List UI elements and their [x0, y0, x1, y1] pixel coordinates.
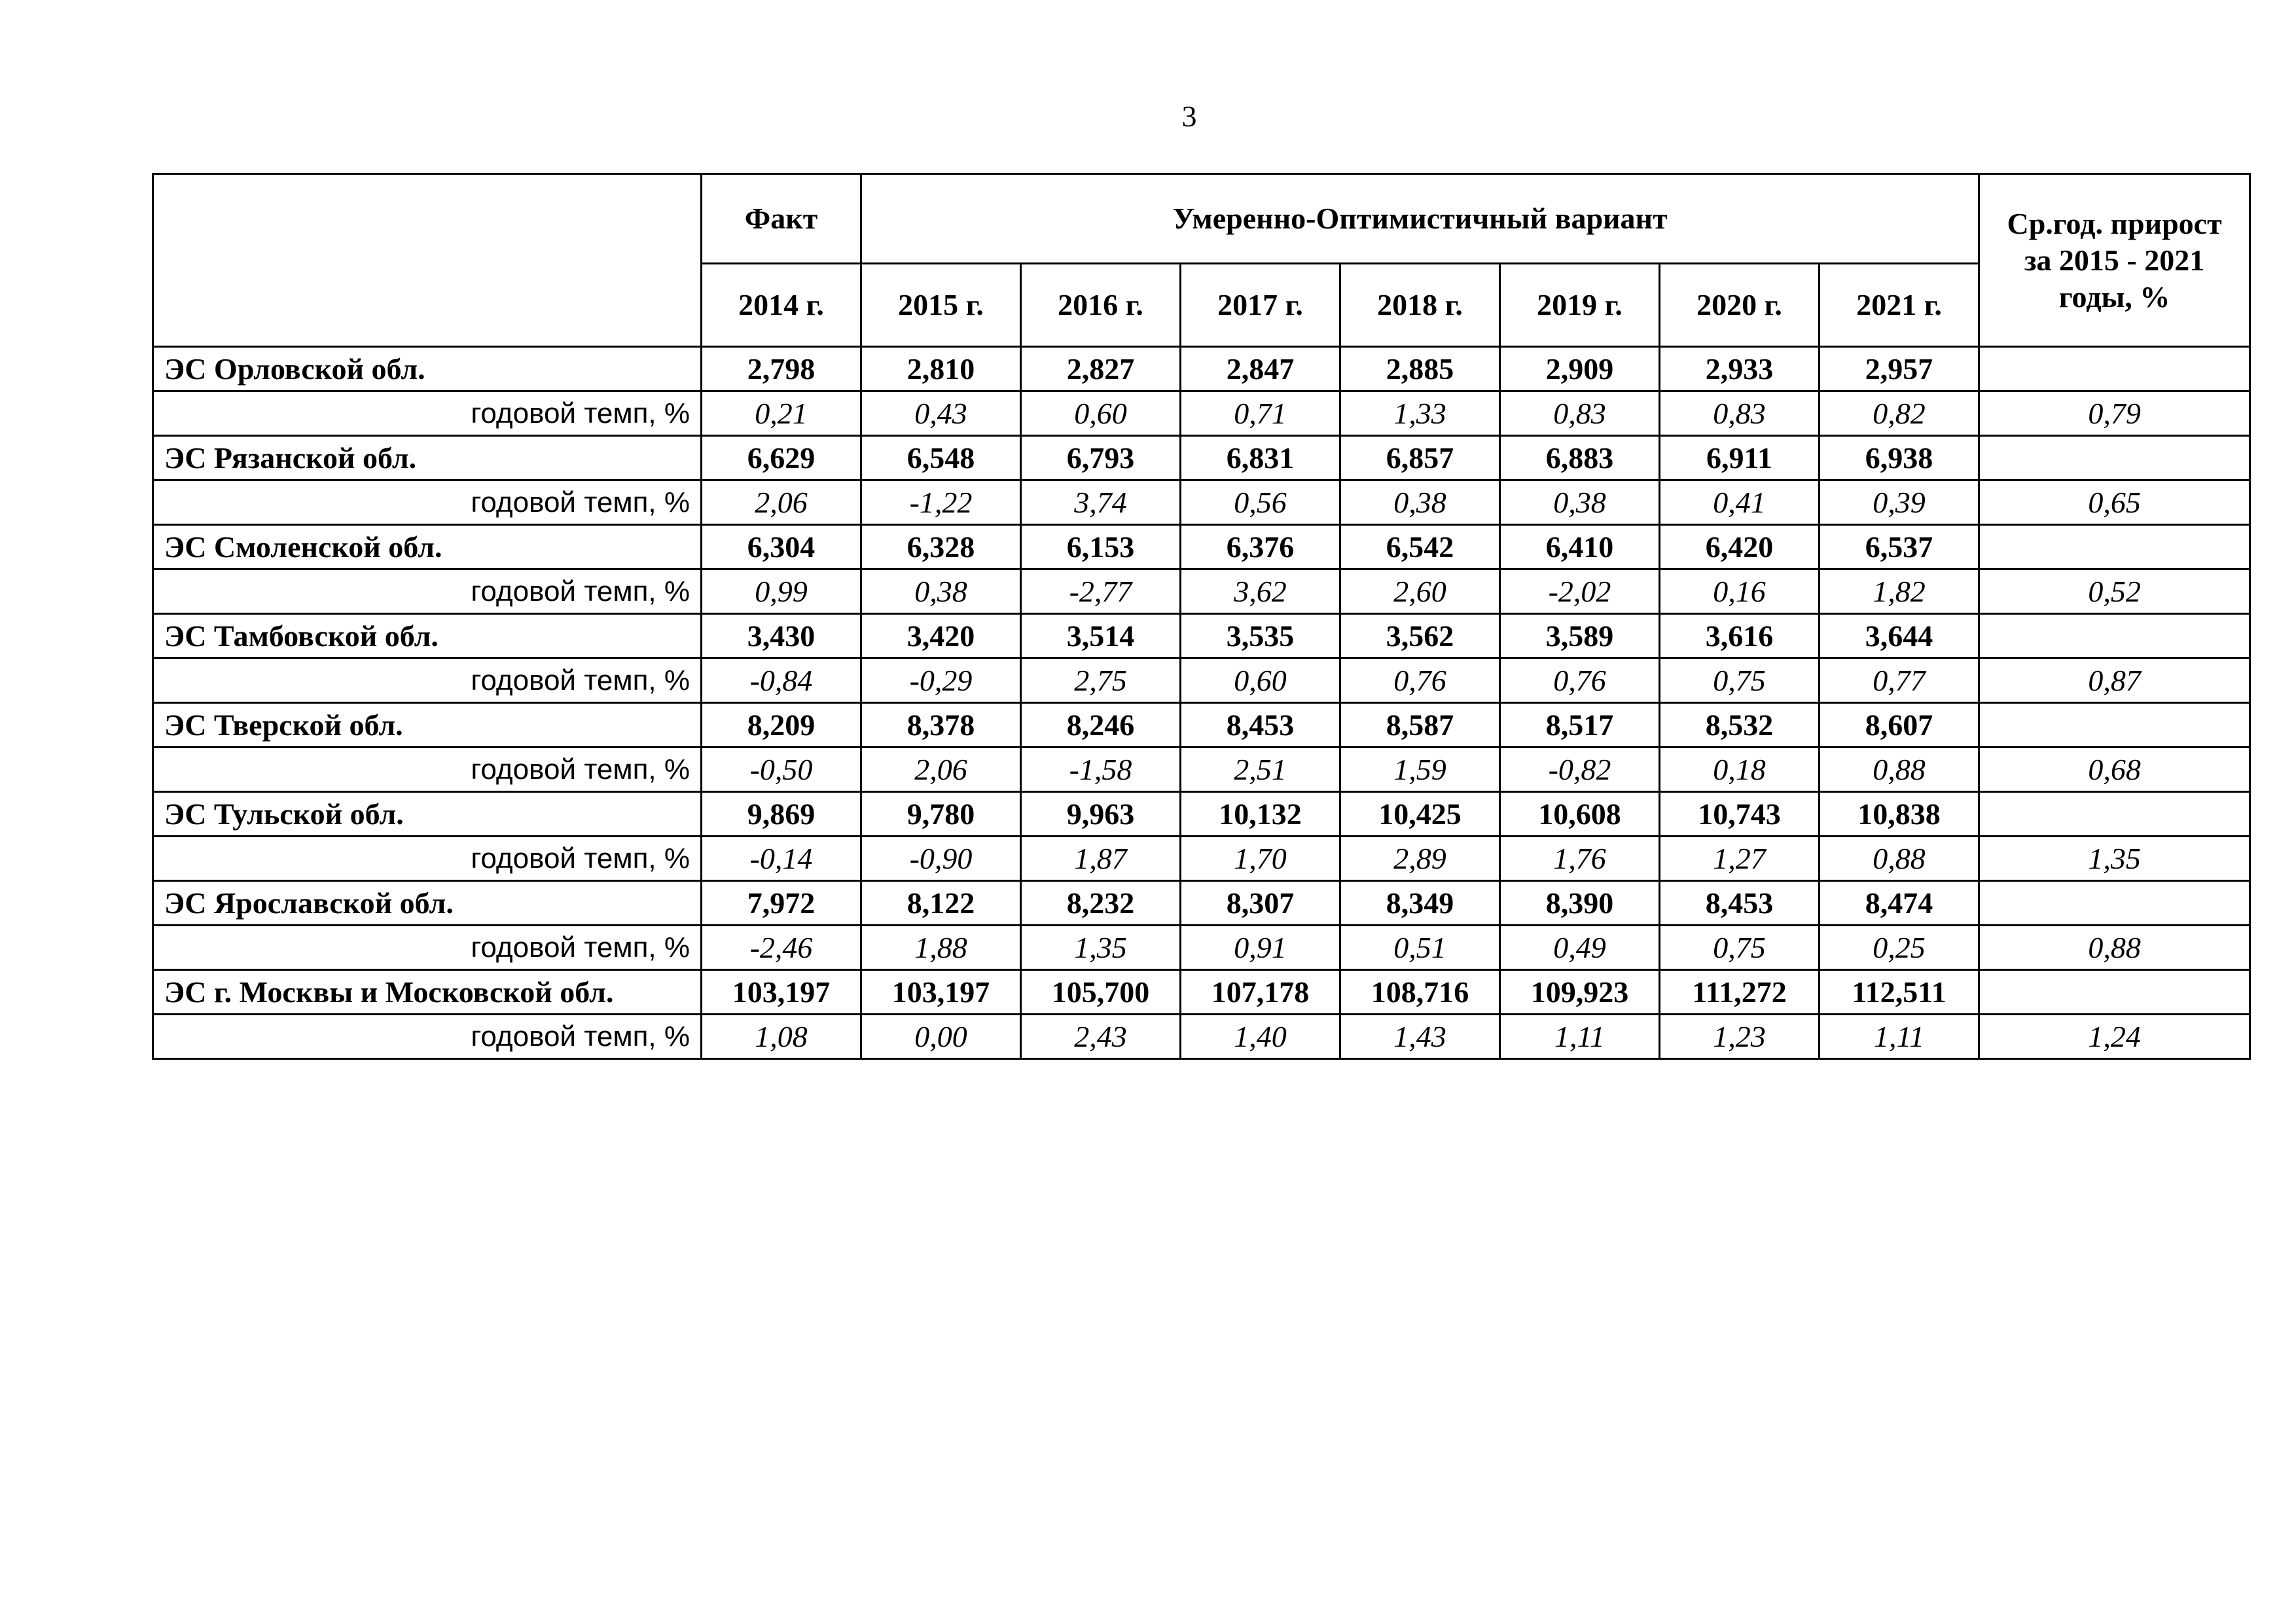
avg-growth-cell: 0,68: [1979, 748, 2250, 792]
region-value-cell: 8,307: [1181, 881, 1340, 926]
rate-cell: 0,51: [1340, 926, 1500, 970]
region-value-cell: 8,607: [1820, 703, 1979, 748]
rate-cell: -0,50: [702, 748, 861, 792]
avg-growth-cell: 0,52: [1979, 569, 2250, 614]
rate-label: годовой темп, %: [153, 569, 702, 614]
region-value-cell: 2,957: [1820, 347, 1979, 391]
region-value-cell: 8,232: [1021, 881, 1181, 926]
year-header: 2017 г.: [1181, 264, 1340, 347]
rate-label: годовой темп, %: [153, 659, 702, 703]
rate-cell: 0,38: [1500, 480, 1660, 525]
rate-cell: 0,39: [1820, 480, 1979, 525]
rate-label: годовой темп, %: [153, 837, 702, 881]
avg-growth-cell: 1,35: [1979, 837, 2250, 881]
region-rate-row: [153, 837, 2250, 881]
rate-cell: 0,41: [1660, 480, 1820, 525]
rate-cell: -0,82: [1500, 748, 1660, 792]
region-value-cell: 10,132: [1181, 792, 1340, 837]
region-name: ЭС Орловской обл.: [153, 347, 702, 391]
rate-cell: -0,84: [702, 659, 861, 703]
rate-cell: 0,76: [1340, 659, 1500, 703]
rate-cell: 0,60: [1181, 659, 1340, 703]
energy-consumption-table: [152, 173, 2251, 1060]
region-value-cell: 8,122: [861, 881, 1021, 926]
avg-growth-cell: 1,24: [1979, 1015, 2250, 1059]
avg-growth-cell: 0,65: [1979, 480, 2250, 525]
empty-avg-cell: [1979, 792, 2250, 837]
rate-cell: 1,59: [1340, 748, 1500, 792]
region-value-cell: 3,535: [1181, 614, 1340, 659]
rate-cell: -0,29: [861, 659, 1021, 703]
region-value-cell: 6,629: [702, 436, 861, 480]
rate-cell: 2,06: [702, 480, 861, 525]
rate-cell: -2,02: [1500, 569, 1660, 614]
region-value-cell: 9,869: [702, 792, 861, 837]
page-number: 3: [1181, 99, 1197, 133]
rate-cell: 3,62: [1181, 569, 1340, 614]
rate-cell: 1,11: [1820, 1015, 1979, 1059]
region-value-cell: 6,420: [1660, 525, 1820, 569]
region-name: ЭС Тульской обл.: [153, 792, 702, 837]
rate-cell: 0,38: [861, 569, 1021, 614]
rate-cell: 1,23: [1660, 1015, 1820, 1059]
region-value-cell: 10,838: [1820, 792, 1979, 837]
year-header: 2020 г.: [1660, 264, 1820, 347]
region-value-cell: 3,616: [1660, 614, 1820, 659]
rate-cell: 1,11: [1500, 1015, 1660, 1059]
region-name: ЭС Смоленской обл.: [153, 525, 702, 569]
region-value-cell: 8,453: [1660, 881, 1820, 926]
year-header: 2018 г.: [1340, 264, 1500, 347]
region-value-cell: 105,700: [1021, 970, 1181, 1015]
region-value-cell: 2,885: [1340, 347, 1500, 391]
year-header: 2014 г.: [702, 264, 861, 347]
rate-cell: 0,18: [1660, 748, 1820, 792]
rate-cell: 0,82: [1820, 391, 1979, 436]
region-value-cell: 108,716: [1340, 970, 1500, 1015]
region-value-cell: 8,349: [1340, 881, 1500, 926]
rate-cell: 1,87: [1021, 837, 1181, 881]
region-value-cell: 2,909: [1500, 347, 1660, 391]
region-rate-row: [153, 480, 2250, 525]
region-value-cell: 3,420: [861, 614, 1021, 659]
rate-cell: -2,77: [1021, 569, 1181, 614]
rate-cell: 2,51: [1181, 748, 1340, 792]
region-value-row: [153, 436, 2250, 480]
empty-avg-cell: [1979, 436, 2250, 480]
rate-cell: -0,90: [861, 837, 1021, 881]
empty-avg-cell: [1979, 970, 2250, 1015]
avg-growth-header: Ср.год. прирост за 2015 - 2021 годы, %: [1979, 174, 2250, 347]
rate-cell: 0,76: [1500, 659, 1660, 703]
region-value-cell: 2,933: [1660, 347, 1820, 391]
region-value-cell: 8,453: [1181, 703, 1340, 748]
region-value-row: [153, 614, 2250, 659]
rate-cell: 1,82: [1820, 569, 1979, 614]
rate-cell: 0,88: [1820, 748, 1979, 792]
region-rate-row: [153, 748, 2250, 792]
region-value-row: [153, 347, 2250, 391]
rate-label: годовой темп, %: [153, 480, 702, 525]
rate-cell: 1,40: [1181, 1015, 1340, 1059]
region-value-cell: 8,378: [861, 703, 1021, 748]
rate-cell: 0,56: [1181, 480, 1340, 525]
region-value-cell: 6,328: [861, 525, 1021, 569]
region-value-row: [153, 881, 2250, 926]
rate-cell: 0,21: [702, 391, 861, 436]
rate-label: годовой темп, %: [153, 926, 702, 970]
table-body: [153, 347, 2250, 1059]
rate-cell: 0,00: [861, 1015, 1021, 1059]
scenario-header: Умеренно-Оптимистичный вариант: [861, 174, 1979, 264]
empty-avg-cell: [1979, 881, 2250, 926]
year-header: 2019 г.: [1500, 264, 1660, 347]
region-value-cell: 6,542: [1340, 525, 1500, 569]
region-rate-row: [153, 926, 2250, 970]
region-value-cell: 3,562: [1340, 614, 1500, 659]
rate-cell: 2,60: [1340, 569, 1500, 614]
rate-cell: -1,58: [1021, 748, 1181, 792]
region-value-cell: 103,197: [702, 970, 861, 1015]
region-value-cell: 8,532: [1660, 703, 1820, 748]
rate-cell: 1,27: [1660, 837, 1820, 881]
rate-cell: 0,77: [1820, 659, 1979, 703]
rate-cell: 0,25: [1820, 926, 1979, 970]
rate-cell: 1,70: [1181, 837, 1340, 881]
region-rate-row: [153, 1015, 2250, 1059]
rate-cell: -0,14: [702, 837, 861, 881]
empty-avg-cell: [1979, 614, 2250, 659]
rate-cell: 0,16: [1660, 569, 1820, 614]
region-value-cell: 6,376: [1181, 525, 1340, 569]
region-value-cell: 6,410: [1500, 525, 1660, 569]
region-value-cell: 6,793: [1021, 436, 1181, 480]
region-value-cell: 2,798: [702, 347, 861, 391]
region-value-row: [153, 970, 2250, 1015]
region-value-cell: 8,517: [1500, 703, 1660, 748]
rate-label: годовой темп, %: [153, 391, 702, 436]
region-name: ЭС Тверской обл.: [153, 703, 702, 748]
rate-cell: 0,83: [1500, 391, 1660, 436]
region-value-cell: 2,827: [1021, 347, 1181, 391]
region-value-cell: 6,883: [1500, 436, 1660, 480]
region-name: ЭС Тамбовской обл.: [153, 614, 702, 659]
region-value-cell: 3,430: [702, 614, 861, 659]
rate-cell: 0,83: [1660, 391, 1820, 436]
empty-avg-cell: [1979, 347, 2250, 391]
region-value-cell: 8,246: [1021, 703, 1181, 748]
region-value-cell: 6,911: [1660, 436, 1820, 480]
region-value-cell: 6,153: [1021, 525, 1181, 569]
rate-cell: 1,76: [1500, 837, 1660, 881]
rate-cell: 0,71: [1181, 391, 1340, 436]
region-value-cell: 6,548: [861, 436, 1021, 480]
empty-avg-cell: [1979, 703, 2250, 748]
rate-cell: 0,88: [1820, 837, 1979, 881]
region-value-cell: 6,938: [1820, 436, 1979, 480]
region-value-cell: 111,272: [1660, 970, 1820, 1015]
rate-cell: 2,75: [1021, 659, 1181, 703]
region-value-row: [153, 703, 2250, 748]
header-corner-cell: [153, 174, 702, 347]
year-header: 2015 г.: [861, 264, 1021, 347]
rate-cell: 0,75: [1660, 926, 1820, 970]
rate-cell: 2,89: [1340, 837, 1500, 881]
region-value-cell: 3,514: [1021, 614, 1181, 659]
region-value-cell: 8,474: [1820, 881, 1979, 926]
rate-cell: 0,99: [702, 569, 861, 614]
region-rate-row: [153, 659, 2250, 703]
rate-cell: 1,88: [861, 926, 1021, 970]
region-value-cell: 112,511: [1820, 970, 1979, 1015]
rate-cell: 1,35: [1021, 926, 1181, 970]
avg-growth-cell: 0,88: [1979, 926, 2250, 970]
region-value-cell: 6,537: [1820, 525, 1979, 569]
region-rate-row: [153, 391, 2250, 436]
region-value-row: [153, 792, 2250, 837]
region-value-cell: 2,810: [861, 347, 1021, 391]
rate-cell: 2,06: [861, 748, 1021, 792]
region-value-cell: 6,304: [702, 525, 861, 569]
rate-cell: 1,08: [702, 1015, 861, 1059]
region-name: ЭС Рязанской обл.: [153, 436, 702, 480]
rate-cell: 1,43: [1340, 1015, 1500, 1059]
region-value-cell: 10,608: [1500, 792, 1660, 837]
rate-cell: 0,60: [1021, 391, 1181, 436]
rate-cell: 1,33: [1340, 391, 1500, 436]
rate-cell: -2,46: [702, 926, 861, 970]
region-value-cell: 10,425: [1340, 792, 1500, 837]
year-header: 2021 г.: [1820, 264, 1979, 347]
empty-avg-cell: [1979, 525, 2250, 569]
region-value-cell: 9,963: [1021, 792, 1181, 837]
rate-cell: 0,43: [861, 391, 1021, 436]
avg-growth-cell: 0,87: [1979, 659, 2250, 703]
rate-cell: 0,49: [1500, 926, 1660, 970]
rate-cell: -1,22: [861, 480, 1021, 525]
rate-cell: 2,43: [1021, 1015, 1181, 1059]
region-value-cell: 8,209: [702, 703, 861, 748]
year-header: 2016 г.: [1021, 264, 1181, 347]
fact-header: Факт: [702, 174, 861, 264]
region-value-cell: 8,587: [1340, 703, 1500, 748]
region-value-cell: 109,923: [1500, 970, 1660, 1015]
rate-cell: 0,38: [1340, 480, 1500, 525]
rate-label: годовой темп, %: [153, 748, 702, 792]
header-row-top: [153, 174, 2250, 264]
rate-cell: 0,75: [1660, 659, 1820, 703]
region-name: ЭС г. Москвы и Московской обл.: [153, 970, 702, 1015]
region-rate-row: [153, 569, 2250, 614]
region-value-cell: 6,857: [1340, 436, 1500, 480]
region-value-cell: 107,178: [1181, 970, 1340, 1015]
region-value-cell: 2,847: [1181, 347, 1340, 391]
region-name: ЭС Ярославской обл.: [153, 881, 702, 926]
region-value-cell: 10,743: [1660, 792, 1820, 837]
avg-growth-cell: 0,79: [1979, 391, 2250, 436]
rate-cell: 3,74: [1021, 480, 1181, 525]
region-value-row: [153, 525, 2250, 569]
region-value-cell: 3,589: [1500, 614, 1660, 659]
region-value-cell: 8,390: [1500, 881, 1660, 926]
region-value-cell: 3,644: [1820, 614, 1979, 659]
region-value-cell: 103,197: [861, 970, 1021, 1015]
region-value-cell: 9,780: [861, 792, 1021, 837]
rate-label: годовой темп, %: [153, 1015, 702, 1059]
region-value-cell: 6,831: [1181, 436, 1340, 480]
region-value-cell: 7,972: [702, 881, 861, 926]
rate-cell: 0,91: [1181, 926, 1340, 970]
